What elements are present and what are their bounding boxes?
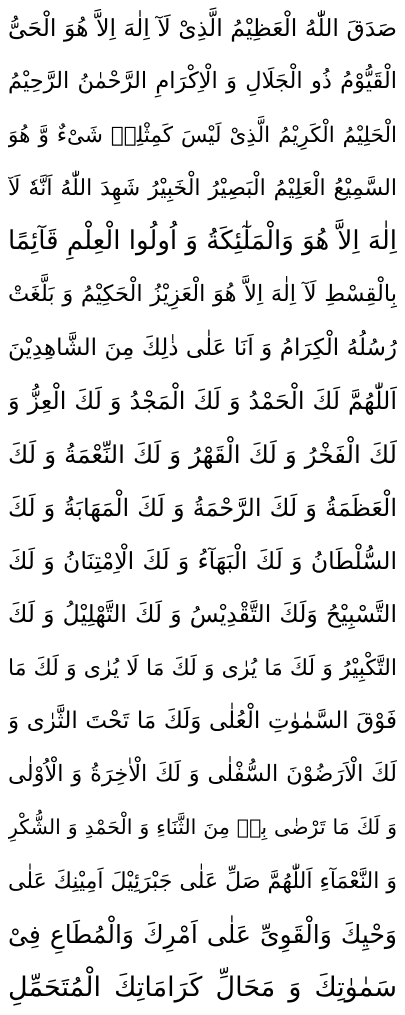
text-line-3: الْحَلِیْمُ الْكَرِیْمُ الَّذِیْ لَیْسَ كَمِثْلِهٖ شَیْءٌ وَّ هُوَ xyxy=(8,122,397,148)
text-line-15: لَكَ الْاَرَضُوْنَ السُّفْلٰى وَ لَكَ الْاٰخِرَةُ وَ الْاُوْلٰى xyxy=(8,761,397,788)
text-line-6: بِالْقِسْطِ لَآ اِلٰهَ اِلاَّ هُوَ الْعَزِیْزُ الْحَكِیْمُ وَ بَلَّغَتْ xyxy=(8,281,397,308)
text-line-4: السَّمِیْعُ الْعَلِیْمُ الْبَصِیْرُ الْخَبِیْرُ شَهِدَ اللّٰهُ اَنَّهٗ لَآ xyxy=(8,175,397,201)
text-line-9: لَكَ الْفَخْرُ وَ لَكَ الْقَهْرُ وَ لَكَ النِّعْمَةُ وَ لَكَ xyxy=(8,440,397,470)
text-line-2: الْقَیُّوْمُ ذُو الْجَلَالِ وَ الْاِكْرَامِ الرَّحْمٰنُ الرَّحِیْمُ xyxy=(8,68,397,95)
text-line-11: السُّلْطَانُ وَ لَكَ الْبَهَآءُ وَ لَكَ الْاِمْتِنَانُ وَ لَكَ xyxy=(8,546,397,575)
text-line-12: التَّسْبِیْحُ وَلَكَ التَّقْدِیْسُ وَ لَكَ التَّهْلِیْلُ وَ لَكَ xyxy=(8,600,397,629)
text-line-8: اَللّٰهُمَّ لَكَ الْحَمْدُ وَ لَكَ الْمَجْدُ وَ لَكَ الْعِزُّ وَ xyxy=(8,387,397,416)
text-line-7: رُسُلُهُ الْكِرَامُ وَ اَنَا عَلٰى ذٰلِكَ مِنَ الشَّاهِدِیْنَ xyxy=(8,334,397,361)
text-line-14: فَوْقَ السَّمٰوٰتِ الْعُلٰى وَلَكَ مَا تَحْتَ الثَّرٰى وَ xyxy=(8,707,397,734)
text-line-18: وَحْیِكَ وَالْقَوِیِّ عَلٰى اَمْرِكَ وَالْمُطَاعِ فِیْ xyxy=(8,920,397,950)
text-line-17: وَ النَّعْمَآءِ اَللّٰهُمَّ صَلِّ عَلٰى جَبْرَئِیْلَ اَمِیْنِكَ عَلٰى xyxy=(8,868,397,894)
text-line-5: اِلٰهَ اِلاَّ هُوَ وَالْمَلٰٓئِكَةُ وَ اُولُوا الْعِلْمِ قَآئِمًا xyxy=(8,226,397,257)
text-line-13: التَّكْبِیْرُ وَ لَكَ مَا یُرٰى وَ لَكَ مَا لَا یُرٰى وَ لَكَ مَا xyxy=(8,655,397,681)
text-line-19: سَمٰوٰتِكَ وَ مَحَالِّ كَرَامَاتِكَ الْمُتَحَمِّلِ xyxy=(8,972,397,1004)
text-line-16: وَ لَكَ مَا تَرْضٰى بِهٖ مِنَ الثَّنَاءِ وَ الْحَمْدِ وَ الشُّكْرِ xyxy=(8,815,397,840)
arabic-prayer-text xyxy=(8,2,397,1015)
text-line-10: الْعَظَمَةُ وَ لَكَ الرَّحْمَةُ وَ لَكَ الْمَهَابَةُ وَ لَكَ xyxy=(8,493,397,522)
text-line-1: صَدَقَ اللّٰهُ الْعَظِيْمُ الَّذِىْ لَآ اِلٰهَ اِلاَّ هُوَ الْحَیُّ xyxy=(8,14,397,42)
